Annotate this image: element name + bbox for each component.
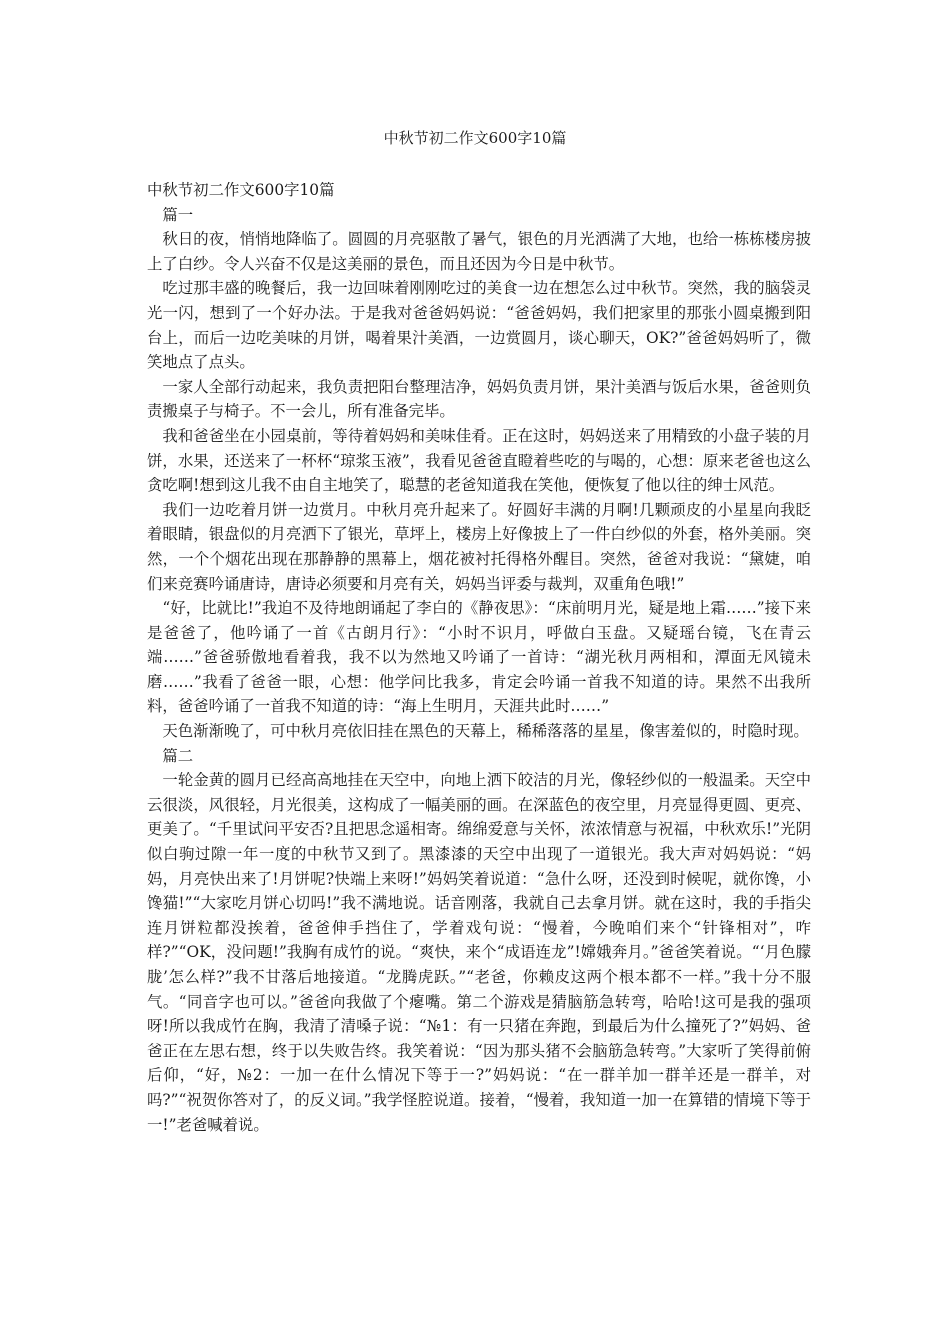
paragraph: 一轮金黄的圆月已经高高地挂在天空中，向地上洒下皎洁的月光，像轻纱似的一般温柔。天空中云很淡，风很轻，月光很美，这构成了一幅美丽的画。在深蓝色的夜空里，月亮显得更圆、更亮、更美了。“千里试问平安否?且把思念遥相寄。绵绵爱意与关怀，浓浓情意与祝福，中秋欢乐!”光阴似白驹过隙一年一度的中秋节又到了。黑漆漆的天空中出现了一道银光。我大声对妈妈说：“妈妈，月亮快出来了!月饼呢?快端上来呀!”妈妈笑着说道：“急什么呀，还没到时候呢，就你馋，小馋猫!”“大家吃月饼心切吗!”我不满地说。话音刚落，我就自己去拿月饼。就在这时，我的手指尖连月饼粒都没挨着，爸爸伸手挡住了，学着戏句说：“慢着，今晚咱们来个“针锋相对”，咋样?”“OK，没问题!”我胸有成竹的说。“爽快，来个“成语连龙”!嫦娥奔月。”爸爸笑着说。“‘月色朦胧’怎么样?”我不甘落后地接道。“龙腾虎跃。”“老爸，你赖皮这两个根本都不一样。”我十分不服气。“同音字也可以。”爸爸向我做了个瘪嘴。第二个游戏是猜脑筋急转弯，哈哈!这可是我的强项呀!所以我成竹在胸，我清了清嗓子说：“№1：有一只猪在奔跑，到最后为什么撞死了?”妈妈、爸爸正在左思右想，终于以失败告终。我笑着说：“因为那头猪不会脑筋急转弯。”大家听了笑得前俯后仰，“好，№2：一加一在什么情况下等于一?”妈妈说：“在一群羊加一群羊还是一群羊，对吗?”“祝贺你答对了，的反义词。”我学怪腔说道。接着，“慢着，我知道一加一在算错的情境下等于一!”老爸喊着说。	[147, 771, 811, 1134]
paragraph: 秋日的夜，悄悄地降临了。圆圆的月亮驱散了暑气，银色的月光洒满了大地，也给一栋栋楼房披上了白纱。令人兴奋不仅是这美丽的景色，而且还因为今日是中秋节。	[147, 230, 811, 273]
paragraph: 我们一边吃着月饼一边赏月。中秋月亮升起来了。好圆好丰满的月啊!几颗顽皮的小星星向我眨着眼睛，银盘似的月亮洒下了银光，草坪上，楼房上好像披上了一件白纱似的外套，格外美丽。突然，一个个烟花出现在那静静的黑幕上，烟花被衬托得格外醒目。突然，爸爸对我说：“黛婕，咱们来竞赛吟诵唐诗，唐诗必须要和月亮有关，妈妈当评委与裁判，双重角色哦!”	[147, 500, 811, 593]
paragraph: 天色渐渐晚了，可中秋月亮依旧挂在黑色的天幕上，稀稀落落的星星，像害羞似的，时隐时现。	[162, 722, 809, 741]
paragraph: 我和爸爸坐在小园桌前，等待着妈妈和美味佳肴。正在这时，妈妈送来了用精致的小盘子装的月饼，水果，还送来了一杯杯“琼浆玉液”，我看见爸爸直瞪着些吃的与喝的，心想：原来老爸也这么贪吃啊!想到这儿我不由自主地笑了，聪慧的老爸知道我在笑他，便恢复了他以往的绅士风范。	[147, 426, 811, 495]
section-heading-1: 篇一	[162, 205, 194, 224]
paragraph: “好，比就比!”我迫不及待地朗诵起了李白的《静夜思》：“床前明月光，疑是地上霜……”接下来是爸爸了，他吟诵了一首《古朗月行》：“小时不识月，呼做白玉盘。又疑瑶台镜，飞在青云端……”爸爸骄傲地看着我，我不以为然地又吟诵了一首诗：“湖光秋月两相和，潭面无风镜未磨……”我看了爸爸一眼，心想：他学问比我多，肯定会吟诵一首我不知道的诗。果然不出我所料，爸爸吟诵了一首我不知道的诗：“海上生明月，天涯共此时……”	[147, 599, 811, 716]
paragraph: 吃过那丰盛的晚餐后，我一边回味着刚刚吃过的美食一边在想怎么过中秋节。突然，我的脑袋灵光一闪，想到了一个好办法。于是我对爸爸妈妈说：“爸爸妈妈，我们把家里的那张小圆桌搬到阳台上，而后一边吃美味的月饼，喝着果汁美酒，一边赏圆月，谈心聊天，OK?”爸爸妈妈听了，微笑地点了点头。	[147, 279, 811, 372]
section-heading-2: 篇二	[162, 746, 194, 765]
document-subtitle: 中秋节初二作文600字10篇	[147, 181, 335, 199]
paragraph: 一家人全部行动起来，我负责把阳台整理洁净，妈妈负责月饼，果汁美酒与饭后水果，爸爸则负责搬桌子与椅子。不一会儿，所有准备完毕。	[147, 377, 811, 421]
document-body	[147, 178, 811, 1137]
document-title: 中秋节初二作文600字10篇	[383, 129, 567, 147]
